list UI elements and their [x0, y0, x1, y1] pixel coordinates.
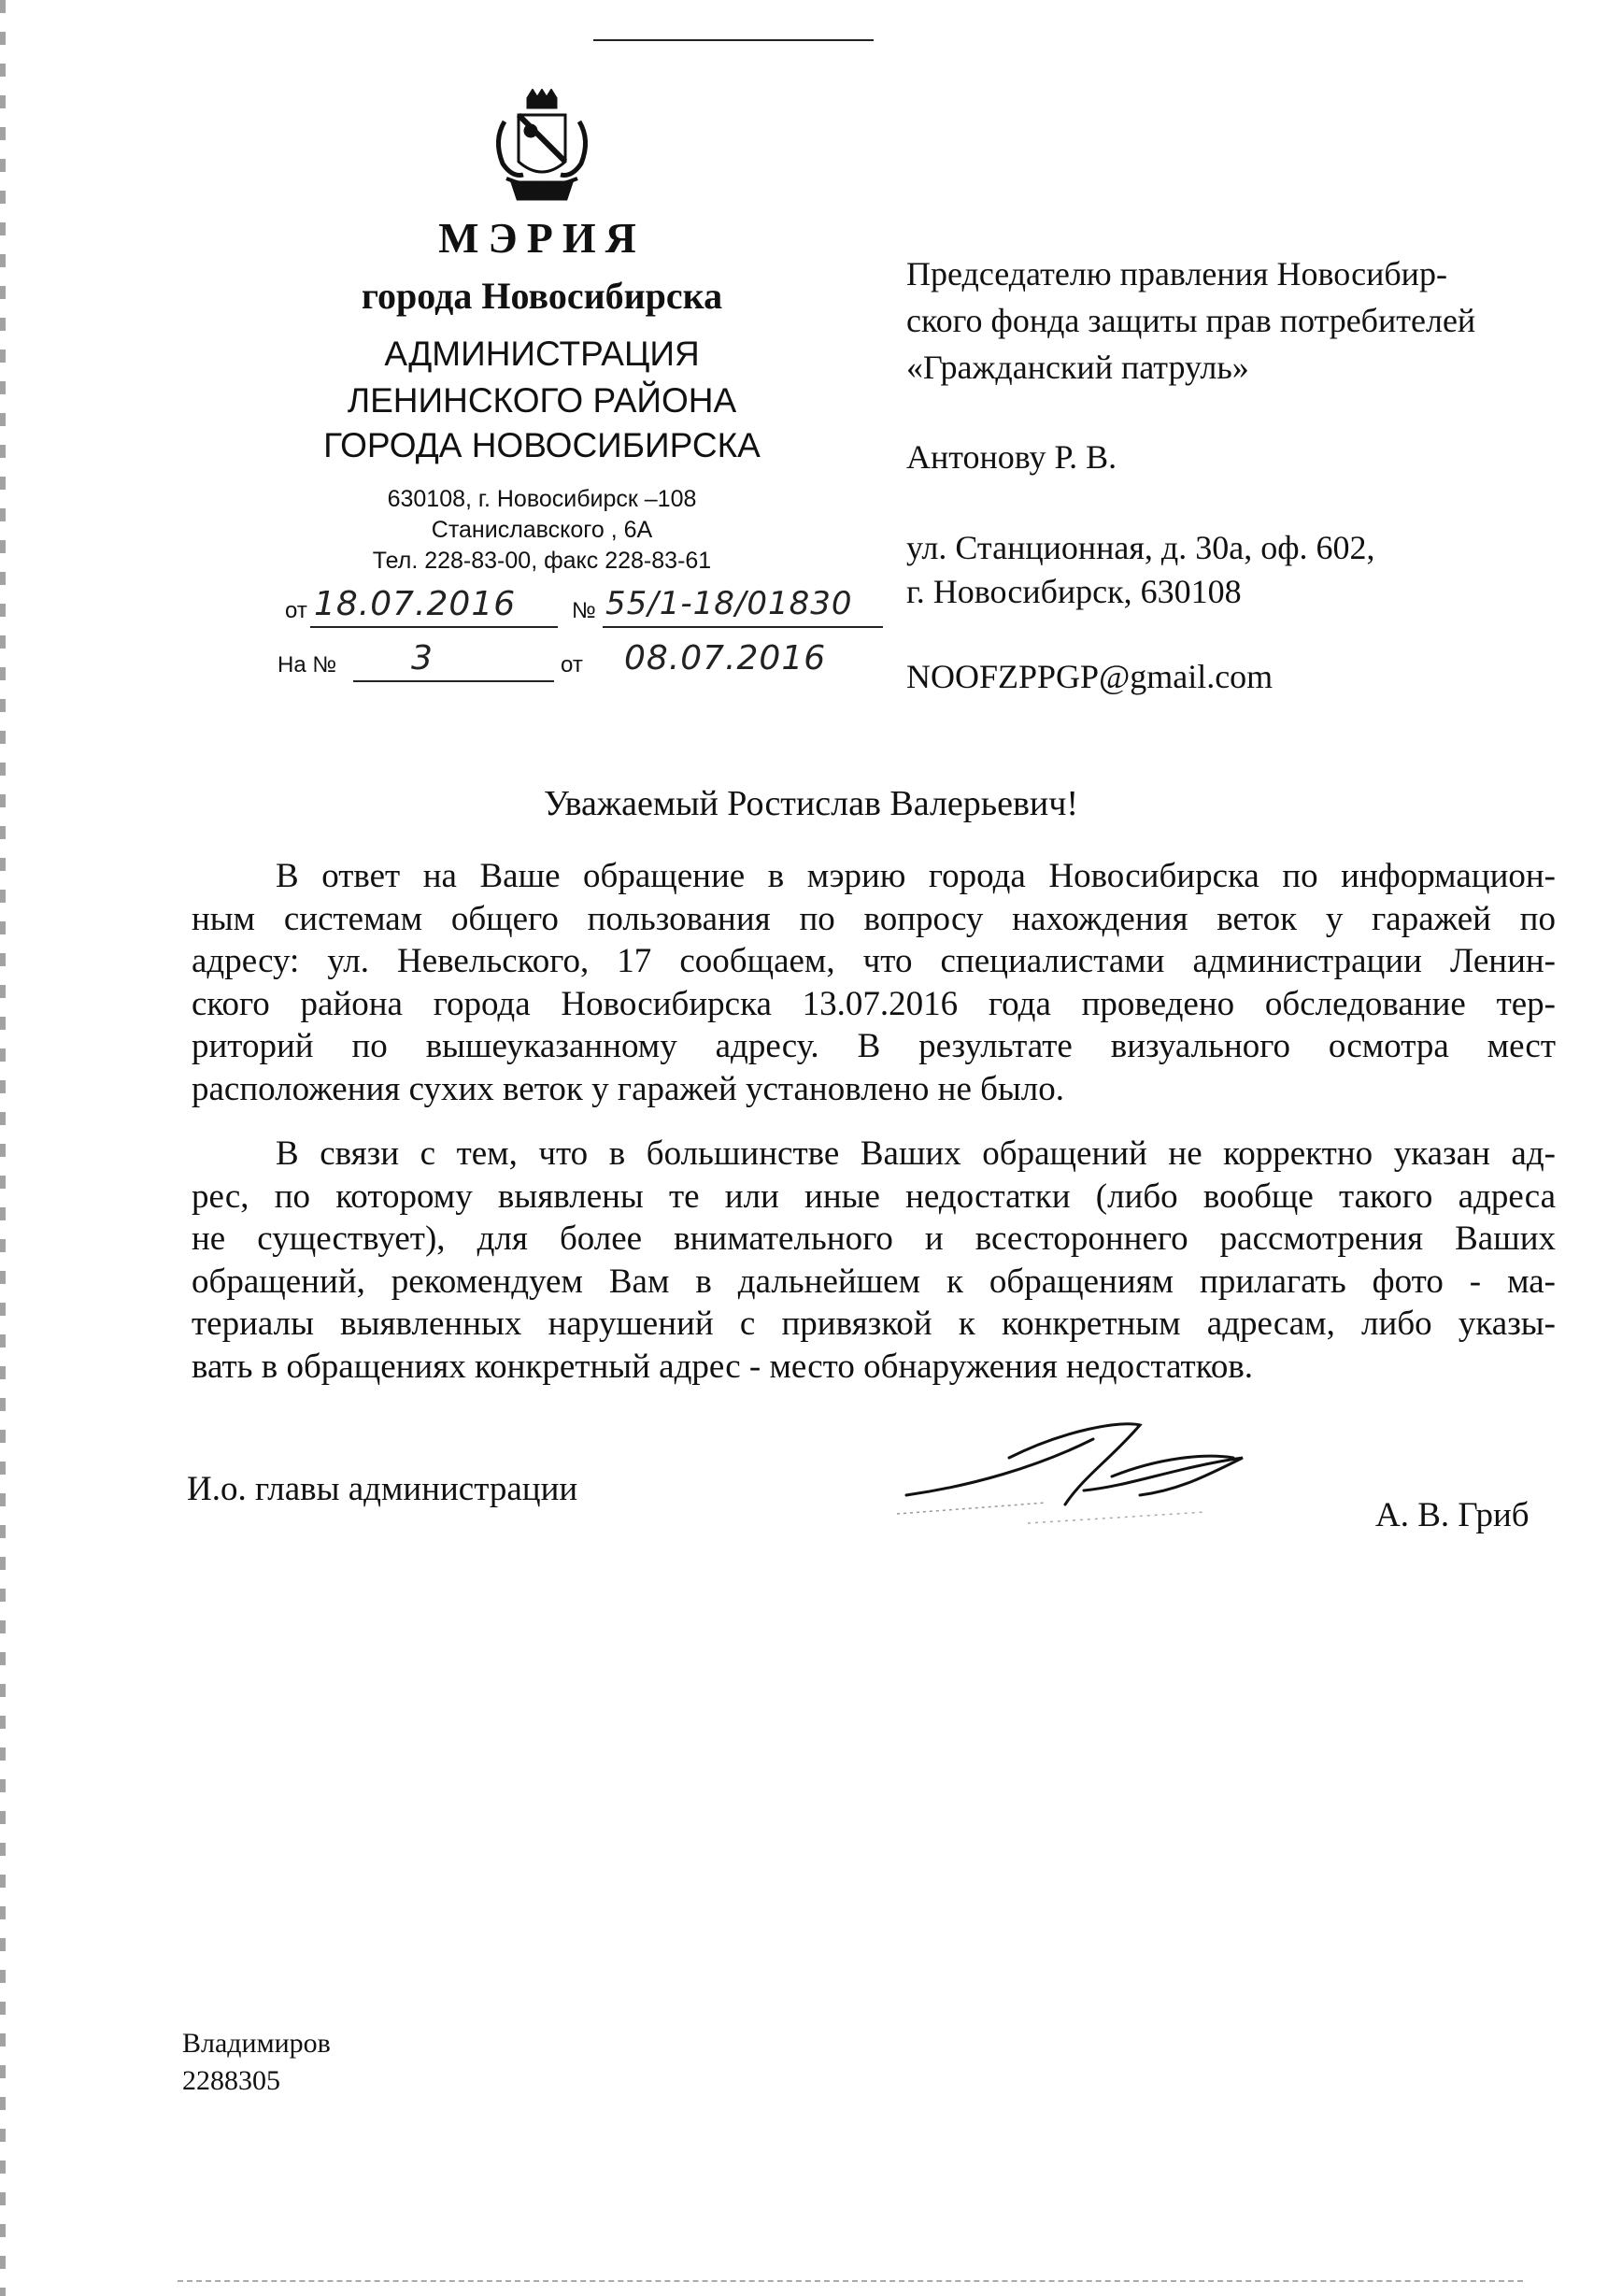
administration-line: АДМИНИСТРАЦИЯ [384, 335, 700, 373]
recipient-address-line: г. Новосибирск, 630108 [906, 573, 1242, 610]
outgoing-number-label: № [572, 598, 596, 623]
coat-of-arms-icon [486, 89, 598, 210]
outgoing-date-value: 18.07.2016 [314, 585, 517, 623]
reference-date-label: от [561, 652, 583, 677]
paragraph-line: ным системам общего пользования по вопросу нахождения веток у гаражей по [192, 899, 1556, 938]
recipient-email: NOOFZPPGP@gmail.com [906, 658, 1273, 695]
reference-number-underline [353, 641, 554, 682]
signatory-name: А. В. Гриб [1375, 1496, 1530, 1534]
paragraph-line: ского района города Новосибирска 13.07.2016 года проведено обследование тер- [192, 984, 1556, 1023]
handwritten-signature [897, 1402, 1271, 1551]
scan-edge-marks [0, 0, 6, 2296]
letter-paragraph-2 [192, 1133, 1556, 1388]
recipient-title-line: Председателю правления Новосибир- [906, 255, 1447, 292]
scan-bottom-artifact [178, 2280, 1523, 2282]
paragraph-line: В связи с тем, что в большинстве Ваших обращений не корректно указан ад- [276, 1134, 1556, 1173]
sender-address-line: Станиславского , 6А [431, 517, 653, 543]
signatory-position: И.о. главы администрации [187, 1470, 578, 1508]
salutation: Уважаемый Ростислав Валерьевич! [543, 784, 1079, 823]
administration-line: ГОРОДА НОВОСИБИРСКА [323, 426, 761, 464]
paragraph-line: не существует), для более внимательного и всестороннего рассмотрения Ваших [192, 1219, 1556, 1258]
recipient-title-line: «Гражданский патруль» [906, 349, 1249, 386]
paragraph-line: рес, по которому выявлены те или иные недостатки (либо вообще такого адреса [192, 1177, 1556, 1216]
paragraph-line: риторий по вышеуказанному адресу. В результате визуального осмотра мест [192, 1027, 1556, 1065]
sender-address-line: 630108, г. Новосибирск –108 [387, 486, 697, 512]
administration-line: ЛЕНИНСКОГО РАЙОНА [347, 381, 737, 420]
paragraph-line: териалы выявленных нарушений с привязкой к конкретным адресам, либо указы- [192, 1305, 1556, 1343]
city-title: города Новосибирска [361, 275, 723, 317]
mayor-title: МЭРИЯ [438, 214, 646, 262]
letter-paragraph-1 [192, 855, 1556, 1110]
recipient-name: Антонову Р. В. [906, 438, 1117, 476]
reference-number-value: 3 [411, 639, 434, 677]
sender-address-line: Тел. 228-83-00, факс 228-83-61 [372, 548, 712, 574]
reference-date-value: 08.07.2016 [624, 639, 827, 677]
paragraph-line: В ответ на Ваше обращение в мэрию города Новосибирска по информацион- [276, 857, 1556, 895]
outgoing-date-label: от [285, 598, 307, 623]
reference-number-label: На № [277, 652, 337, 677]
recipient-title-line: ского фонда защиты прав потребителей [906, 302, 1476, 339]
recipient-address-line: ул. Станционная, д. 30а, оф. 602, [906, 529, 1375, 566]
executor-phone: 2288305 [182, 2065, 280, 2096]
paragraph-line: адресу: ул. Невельского, 17 сообщаем, что специалистами администрации Ленин- [192, 942, 1556, 980]
outgoing-number-value: 55/1-18/01830 [605, 585, 853, 622]
reference-date-underline [593, 0, 874, 41]
paragraph-line: обращений, рекомендуем Вам в дальнейшем к обращениям прилагать фото - ма- [192, 1262, 1556, 1301]
paragraph-line: расположения сухих веток у гаражей установлено не было. [192, 1069, 1065, 1108]
paragraph-line: вать в обращениях конкретный адрес - место обнаружения недостатков. [192, 1347, 1254, 1386]
executor-name: Владимиров [182, 2028, 331, 2059]
